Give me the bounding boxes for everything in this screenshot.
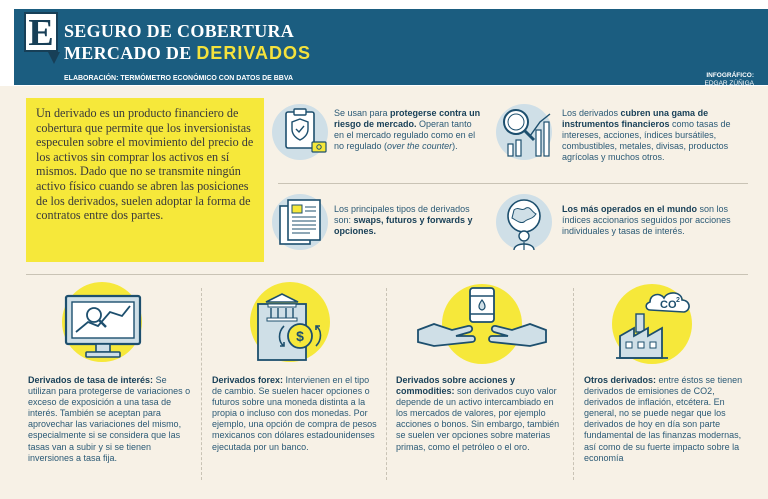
fact-range-bold: cubren una gama de instrumentos financieros [562,108,709,129]
bank-exchange-icon [236,280,346,366]
co2-label: CO [660,299,677,311]
logo-tail-icon [48,52,60,64]
column-forex-title: Derivados forex: [212,375,284,385]
intro-box [26,98,264,262]
column-forex [212,375,378,453]
fact-protect-bold: protegerse contra un riesgo de mercado. [334,108,481,129]
page-title-line2 [64,43,311,64]
source-credit: ELABORACIÓN: TERMÓMETRO ECONÓMICO CON DATOS DE BBVA [64,75,294,82]
column-divider-1 [201,288,202,480]
column-interest-rate [28,375,192,464]
column-other-text: entre éstos se tienen derivados de emisiones de CO2, derivados de inflación, etcétera. En general, no se puede negar que los derivados de hoy en día son parte fundamental de las finanzas modernas, así como de su fuerte impacto sobre la economía [584,375,743,463]
divider-middle [26,274,748,275]
header [0,0,768,86]
header-bar [14,9,768,85]
column-divider-3 [573,288,574,480]
dollar-symbol: $ [296,328,304,344]
fact-types-bold: swaps, futuros y forwards y opciones. [334,215,473,236]
fact-world-post: son los índices accionarios seguidos por acciones individuales y tasas de interés. [562,204,731,236]
fact-range-pre: Los derivados [562,108,621,118]
fact-world-bold: Los más operados en el mundo [562,204,698,214]
intro-text: Un derivado es un producto financiero de cobertura que permite que los inversionistas especulen sobre el movimiento del precio de los activos sin comprar los activos en sí mismos. Dado que no se transmite ningún activo físico cuando se abren las posiciones de los derivados, suelen adoptar la forma de contratos entre dos partes. [36,106,254,223]
byline [705,72,754,88]
byline-name: EDGAR ZÚÑIGA [704,80,754,87]
clipboard-shield-icon [270,100,330,162]
publication-logo [24,12,58,52]
column-equities-text: son derivados cuyo valor depende de un activo intercambiado en los mercados de valores, por ejemplo acciones o bonos. Sin embargo, también se suelen ver opciones sobre materias primas, como el petróleo o el oro. [396,386,560,452]
fact-types [334,204,484,237]
hands-barrel-icon [412,280,552,366]
title-prefix: MERCADO DE [64,43,197,63]
logo-letter: E [28,12,54,54]
fact-range-post: como tasas de intereses, acciones, índices bursátiles, combustibles, metales, divisas, productos agrícolas y muchos otros. [562,119,731,162]
factory-co2-icon [606,280,706,366]
fact-protect-post: Operan tanto en el mercado regulado como en el no regulado ( [334,119,476,151]
column-other-title: Otros derivados: [584,375,657,385]
fact-protect-italic: over the counter [387,141,453,151]
column-divider-2 [386,288,387,480]
column-equities-title: Derivados sobre acciones y commodities: [396,375,516,397]
monitor-chart-icon [48,282,158,366]
documents-icon [270,192,330,254]
globe-person-icon [494,192,556,254]
co2-subscript: 2 [676,297,680,304]
column-interest-rate-text: Se utilizan para protegerse de variaciones o exceso de exposición a una tasa de interés. También se aceptan para aprovechar las variaciones del mismo, especialmente si se considera que las tasas van a subir y si se tienen inversiones a tasa fija. [28,375,191,463]
column-interest-rate-title: Derivados de tasa de interés: [28,375,154,385]
fact-range [562,108,748,163]
magnifier-chart-icon [494,100,556,162]
title-highlight: DERIVADOS [196,43,311,63]
fact-types-pre: Los principales tipos de derivados son: [334,204,470,225]
column-equities [396,375,564,453]
column-other [584,375,748,464]
fact-protect-pre: Se usan para [334,108,391,118]
page-title-line1: SEGURO DE COBERTURA [64,21,295,41]
column-forex-text: Intervienen en el tipo de cambio. Se suelen hacer opciones o futuros sobre una moneda distinta a la propia o incluso con dos monedas. Por ejemplo, una opción de compra de pesos mexicanos con dólares estadounidenses ejecutada por un banco. [212,375,377,452]
byline-label: INFOGRÁFICO: [706,72,754,79]
fact-world [562,204,748,237]
fact-protect-end: ). [452,141,458,151]
fact-protect [334,108,484,152]
divider-top [278,183,748,184]
